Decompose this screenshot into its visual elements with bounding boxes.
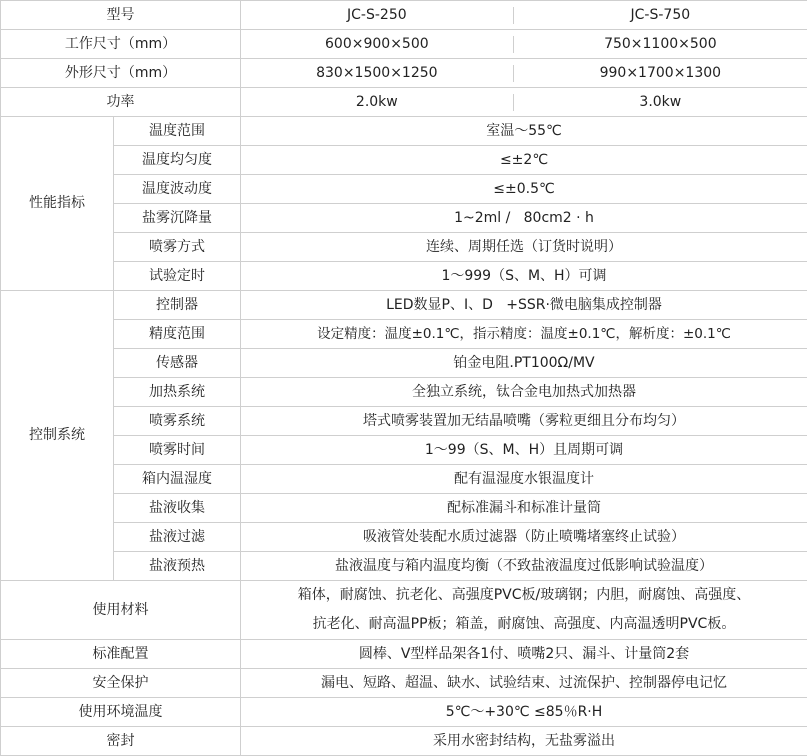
row-value: 室温～55℃ — [241, 117, 807, 146]
row-label: 箱内温湿度 — [114, 465, 241, 494]
row-label: 安全保护 — [1, 669, 241, 698]
row-label: 盐液过滤 — [114, 523, 241, 552]
row-value: 全独立系统，钛合金电加热式加热器 — [241, 378, 807, 407]
row-label: 盐雾沉降量 — [114, 204, 241, 233]
row-label: 工作尺寸（mm） — [1, 30, 241, 59]
row-label: 密封 — [1, 727, 241, 756]
table-row — [1, 436, 807, 465]
table-row — [1, 581, 807, 640]
cell-value: 830×1500×1250 — [241, 65, 514, 82]
table-row — [1, 320, 807, 349]
row-label: 标准配置 — [1, 640, 241, 669]
table-row — [1, 262, 807, 291]
row-value: 1～99（S、M、H）且周期可调 — [241, 436, 807, 465]
row-value: 1~2ml / 80cm2 · h — [241, 204, 807, 233]
table-row — [1, 523, 807, 552]
row-value: 1～999（S、M、H）可调 — [241, 262, 807, 291]
cell-value: 990×1700×1300 — [599, 64, 722, 81]
row-label: 喷雾方式 — [114, 233, 241, 262]
row-label: 喷雾系统 — [114, 407, 241, 436]
row-value: 圆棒、V型样品架各1付、喷嘴2只、漏斗、计量筒2套 — [241, 640, 807, 669]
table-row — [1, 88, 807, 117]
row-value: 连续、周期任选（订货时说明） — [241, 233, 807, 262]
materials-line: 箱体，耐腐蚀、抗老化、高强度PVC板/玻璃钢；内胆，耐腐蚀、高强度、 — [297, 587, 751, 603]
cell-value: 3.0kw — [639, 93, 682, 110]
row-value: ≤±2℃ — [241, 146, 807, 175]
table-row — [1, 494, 807, 523]
row-label: 外形尺寸（mm） — [1, 59, 241, 88]
row-label: 精度范围 — [114, 320, 241, 349]
row-label: 功率 — [1, 88, 241, 117]
header-row — [1, 1, 807, 30]
cell-value: 600×900×500 — [241, 36, 514, 53]
header-label: 型号 — [1, 1, 241, 30]
row-value: ≤±0.5℃ — [241, 175, 807, 204]
row-value — [241, 581, 807, 640]
row-label: 加热系统 — [114, 378, 241, 407]
model-name: JC-S-750 — [630, 6, 691, 23]
row-label: 使用材料 — [1, 581, 241, 640]
row-value: 塔式喷雾装置加无结晶喷嘴（雾粒更细且分布均匀） — [241, 407, 807, 436]
row-value: 设定精度：温度±0.1℃，指示精度：温度±0.1℃，解析度：±0.1℃ — [241, 320, 807, 349]
row-value: 吸液管处装配水质过滤器（防止喷嘴堵塞终止试验） — [241, 523, 807, 552]
cell-value: 2.0kw — [241, 94, 514, 111]
table-row — [1, 204, 807, 233]
row-label: 传感器 — [114, 349, 241, 378]
row-value: 配标准漏斗和标准计量筒 — [241, 494, 807, 523]
row-label: 盐液预热 — [114, 552, 241, 581]
table-row — [1, 349, 807, 378]
row-value: 铂金电阻.PT100Ω/MV — [241, 349, 807, 378]
table-row — [1, 640, 807, 669]
table-row — [1, 727, 807, 756]
table-row — [1, 233, 807, 262]
row-label: 温度范围 — [114, 117, 241, 146]
table-row — [1, 698, 807, 727]
table-row — [1, 378, 807, 407]
table-row — [1, 552, 807, 581]
table-row — [1, 291, 807, 320]
materials-line: 抗老化、耐高温PP板；箱盖，耐腐蚀、高强度、内高温透明PVC板。 — [312, 616, 736, 632]
row-label: 试验定时 — [114, 262, 241, 291]
row-value: 5℃～+30℃ ≤85％R·H — [241, 698, 807, 727]
table-row — [1, 407, 807, 436]
row-value: 漏电、短路、超温、缺水、试验结束、过流保护、控制器停电记忆 — [241, 669, 807, 698]
row-label: 盐液收集 — [114, 494, 241, 523]
row-value: LED数显P、I、D +SSR·微电脑集成控制器 — [241, 291, 807, 320]
table-row — [1, 175, 807, 204]
table-row — [1, 30, 807, 59]
row-label: 温度波动度 — [114, 175, 241, 204]
table-row — [1, 465, 807, 494]
row-value: 配有温湿度水银温度计 — [241, 465, 807, 494]
table-row — [1, 146, 807, 175]
row-label: 控制器 — [114, 291, 241, 320]
row-label: 喷雾时间 — [114, 436, 241, 465]
group-label: 控制系统 — [1, 291, 114, 581]
table-row — [1, 117, 807, 146]
row-label: 使用环境温度 — [1, 698, 241, 727]
cell-value: 750×1100×500 — [604, 35, 717, 52]
row-label: 温度均匀度 — [114, 146, 241, 175]
model-name: JC-S-250 — [241, 7, 514, 24]
table-row — [1, 669, 807, 698]
group-label: 性能指标 — [1, 117, 114, 291]
row-value: 盐液温度与箱内温度均衡（不致盐液温度过低影响试验温度） — [241, 552, 807, 581]
table-row — [1, 59, 807, 88]
row-value: 采用水密封结构，无盐雾溢出 — [241, 727, 807, 756]
